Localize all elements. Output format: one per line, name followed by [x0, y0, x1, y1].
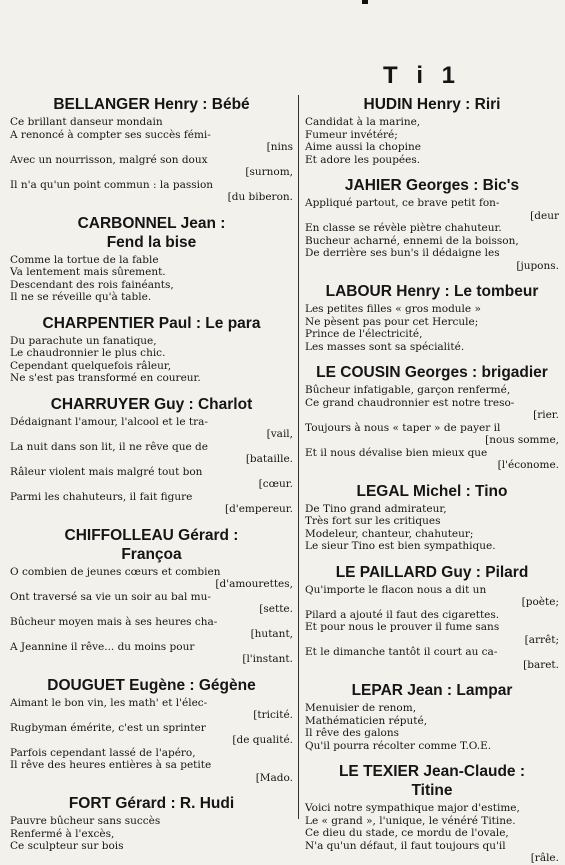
student-name: LABOUR Henry : Le tombeur: [325, 283, 539, 300]
verse-line: Râleur violent mais malgré tout bon: [10, 465, 203, 478]
student-entry: [305, 762, 559, 865]
verse-line: Ce sculpteur sur bois: [10, 840, 124, 852]
verse-line: Dédaignant l'amour, l'alcool et le tra-: [10, 415, 208, 428]
student-name-heading: [10, 395, 293, 414]
verse-line: Ont traversé sa vie un soir au bal mu-: [10, 590, 211, 603]
verse-line: Ne s'est pas transformé en coureur.: [10, 372, 201, 384]
verse-line: A renoncé à compter ses succès fémi-: [10, 128, 211, 141]
student-entry: [305, 176, 559, 272]
verse-line: Fumeur invétéré;: [305, 128, 398, 141]
verse-line: Pauvre bûcheur sans succès: [10, 815, 161, 827]
student-name: CHIFFOLLEAU Gérard :: [64, 526, 239, 544]
ink-mark: [362, 0, 368, 4]
student-name-heading: [305, 563, 559, 582]
verse-line: Le sieur Tino est bien sympathique.: [305, 540, 496, 552]
verse-line: Il rêve des heures entières à sa petite: [10, 759, 212, 771]
student-name: CHARPENTIER Paul : Le para: [42, 314, 261, 332]
verse-line: Ce dieu du stade, ce mordu de l'ovale,: [305, 827, 509, 839]
verse-line: Les masses sont sa spécialité.: [305, 340, 465, 353]
verse-line: Et le dimanche tantôt il court au ca-: [305, 646, 498, 658]
student-entry: [10, 95, 293, 204]
verse-line: Il ne se réveille qu'à table.: [10, 291, 152, 303]
verse-line: Avec un nourrisson, malgré son doux: [10, 153, 208, 166]
class-header: T i 1: [383, 62, 462, 89]
verse-line: Voici notre sympathique major d'estime,: [305, 802, 520, 814]
verse-line: [d'empereur.: [224, 503, 293, 515]
student-name: LE COUSIN Georges : brigadier: [316, 364, 548, 381]
verse-line: Appliqué partout, ce brave petit fon-: [305, 197, 500, 209]
verse-line: Ne pèsent pas pour cet Hercule;: [305, 315, 479, 328]
verse-line: Il rêve des galons: [305, 727, 400, 739]
verse-line: [jupons.: [516, 259, 559, 272]
verse-line: Et adore les poupées.: [305, 153, 421, 166]
verse-line: Bûcheur infatigable, garçon renfermé,: [305, 384, 511, 396]
verse-line: De Tino grand admirateur,: [305, 502, 447, 515]
verse-line: Aimant le bon vin, les math' et l'élec-: [10, 696, 208, 709]
student-name: LEPAR Jean : Lampar: [351, 682, 513, 699]
verse-line: Il n'a qu'un point commun : la passion: [10, 178, 214, 191]
verse-line: Très fort sur les critiques: [305, 515, 441, 527]
verse-line: Candidat à la marine,: [305, 116, 421, 128]
verse-line: [vail,: [266, 428, 293, 440]
student-name-heading: [10, 95, 293, 114]
student-name-heading: [305, 282, 559, 301]
verse-line: [arrêt;: [524, 633, 559, 646]
student-name-heading: [305, 482, 559, 501]
student-name-heading: [10, 526, 293, 564]
verse-line: [surnom,: [245, 166, 293, 178]
student-name-heading: [10, 794, 293, 813]
verse-line: N'a qu'un défaut, il faut toujours qu'il: [305, 839, 506, 852]
student-nickname: Fend la bise: [106, 233, 197, 251]
left-column: [10, 95, 293, 852]
student-name: LE PAILLARD Guy : Pilard: [335, 563, 529, 581]
verse-line: O combien de jeunes cœurs et combien: [10, 565, 221, 578]
verse-line: [d'amourettes,: [215, 578, 293, 590]
verse-line: Ce brillant danseur mondain: [10, 116, 163, 128]
verse-line: En classe se révèle piètre chahuteur.: [305, 222, 502, 234]
verse-line: [cœur.: [258, 478, 293, 490]
verse-line: La nuit dans son lit, il ne rêve que de: [10, 440, 208, 453]
student-name: LE TEXIER Jean-Claude :: [338, 763, 526, 780]
verse-line: [rier.: [533, 409, 559, 421]
student-name-heading: [305, 681, 559, 700]
verse-line: [râle.: [530, 852, 559, 864]
student-name: BELLANGER Henry : Bébé: [53, 96, 250, 113]
verse-line: [du biberon.: [227, 191, 293, 203]
verse-line: Et pour nous le prouver il fume sans: [305, 621, 500, 633]
verse-line: Toujours à nous « taper » de payer il: [305, 421, 501, 434]
student-name: JAHIER Georges : Bic's: [344, 177, 520, 194]
verse-line: Parmi les chahuteurs, il fait figure: [10, 490, 193, 503]
verse-line: Prince de l'électricité,: [305, 328, 423, 340]
student-entry: [10, 526, 293, 666]
student-entry: [10, 676, 293, 785]
verse-line: Et il nous dévalise bien mieux que: [305, 446, 488, 459]
verse-line: Mathématicien réputé,: [305, 714, 428, 727]
verse-line: [hutant,: [250, 628, 293, 640]
column-divider: [298, 95, 299, 819]
student-entry: [305, 482, 559, 553]
student-name-heading: [10, 676, 293, 695]
student-name-heading: [10, 314, 293, 333]
verse-line: Bucheur acharné, ennemi de la boisson,: [305, 234, 519, 247]
verse-line: Descendant des rois fainéants,: [10, 278, 174, 291]
verse-line: Bûcheur moyen mais à ses heures cha-: [10, 615, 218, 628]
student-entry: [305, 681, 559, 752]
verse-line: [l'économe.: [497, 459, 559, 471]
verse-line: Modeleur, chanteur, chahuteur;: [305, 527, 474, 540]
verse-line: [sette.: [259, 603, 293, 615]
verse-line: Le « grand », l'unique, le vénéré Titine.: [305, 814, 516, 827]
student-name: LEGAL Michel : Tino: [356, 482, 508, 500]
verse-line: [bataille.: [245, 453, 293, 465]
student-name-heading: [305, 363, 559, 382]
verse-line: A Jeannine il rêve... du moins pour: [10, 640, 195, 653]
verse-line: Rugbyman émérite, c'est un sprinter: [10, 721, 206, 734]
student-name-heading: [305, 762, 559, 800]
student-name: CARBONNEL Jean :: [77, 214, 226, 232]
verse-line: Comme la tortue de la fable: [10, 253, 159, 266]
verse-line: Ce grand chaudronnier est notre treso-: [305, 396, 515, 409]
student-name: CHARRUYER Guy : Charlot: [50, 395, 253, 413]
student-entry: [305, 363, 559, 472]
student-name-heading: [305, 176, 559, 195]
verse-line: [de qualité.: [232, 734, 293, 746]
student-entry: [305, 282, 559, 353]
student-name: FORT Gérard : R. Hudi: [68, 795, 235, 812]
verse-line: [deur: [530, 209, 559, 222]
verse-line: Le chaudronnier le plus chic.: [10, 347, 166, 359]
verse-line: Menuisier de renom,: [305, 702, 417, 714]
verse-line: [poète;: [521, 596, 559, 608]
verse-line: [nous somme,: [485, 434, 559, 446]
verse-line: Les petites filles « gros module »: [305, 303, 481, 315]
student-entry: [305, 95, 559, 166]
verse-line: Qu'importe le flacon nous a dit un: [305, 583, 487, 596]
student-entry: [10, 395, 293, 516]
student-name-heading: [305, 95, 559, 114]
verse-line: [nins: [266, 141, 293, 153]
student-nickname: Titine: [411, 782, 453, 799]
right-column: [305, 95, 559, 864]
student-entry: [10, 314, 293, 385]
student-name: DOUGUET Eugène : Gégène: [47, 676, 256, 694]
verse-line: Cependant quelquefois râleur,: [10, 359, 172, 372]
student-name-heading: [10, 214, 293, 252]
student-name: HUDIN Henry : Riri: [363, 96, 501, 113]
verse-line: Aime aussi la chopine: [305, 141, 421, 153]
verse-line: [tricité.: [253, 709, 293, 721]
verse-line: [l'instant.: [242, 653, 293, 665]
student-entry: [305, 563, 559, 672]
verse-line: Qu'il pourra récolter comme T.O.E.: [305, 739, 492, 752]
verse-line: Pilard a ajouté il faut des cigarettes.: [305, 608, 500, 621]
verse-line: [Mado.: [255, 771, 293, 784]
student-nickname: Françoa: [121, 545, 182, 563]
verse-line: Parfois cependant lassé de l'apéro,: [10, 746, 196, 759]
verse-line: Va lentement mais sûrement.: [10, 266, 166, 278]
verse-line: Renfermé à l'excès,: [10, 827, 115, 840]
student-entry: [10, 214, 293, 304]
verse-line: [baret.: [523, 658, 559, 671]
student-entry: [10, 794, 293, 853]
verse-line: Du parachute un fanatique,: [10, 334, 157, 347]
verse-line: De derrière ses bun's il dédaigne les: [305, 247, 500, 259]
